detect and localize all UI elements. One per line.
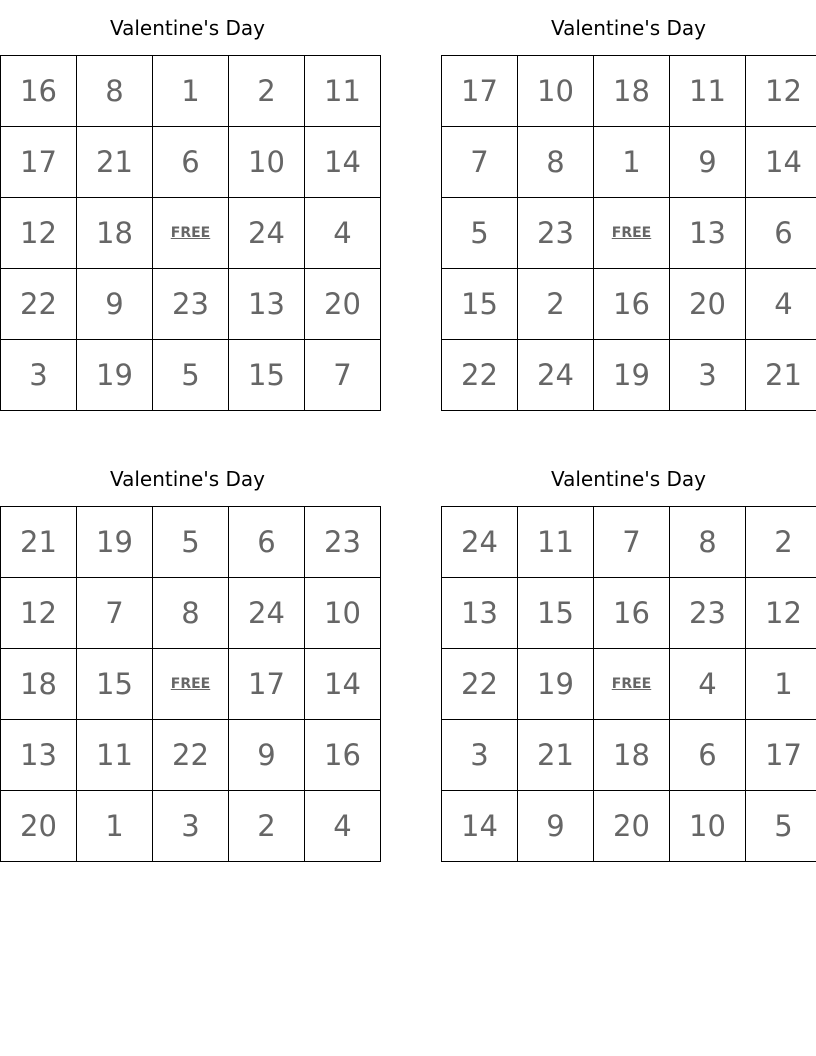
- bingo-cell: 14: [746, 127, 816, 198]
- card-title: Valentine's Day: [550, 16, 707, 40]
- bingo-cell: 24: [229, 578, 305, 649]
- bingo-cell: 14: [305, 127, 381, 198]
- bingo-cell: 8: [77, 56, 153, 127]
- card-title: Valentine's Day: [109, 16, 266, 40]
- bingo-cell: 23: [305, 507, 381, 578]
- bingo-cell: 13: [1, 720, 77, 791]
- bingo-cell: 20: [594, 791, 670, 862]
- card-title: Valentine's Day: [109, 467, 266, 491]
- bingo-cell: 12: [746, 578, 816, 649]
- bingo-cell: 10: [518, 56, 594, 127]
- bingo-cell: 4: [305, 198, 381, 269]
- bingo-cell: 3: [153, 791, 229, 862]
- bingo-grid: [0, 506, 381, 862]
- bingo-cell: 18: [1, 649, 77, 720]
- bingo-cell: 22: [1, 269, 77, 340]
- bingo-cell: 12: [746, 56, 816, 127]
- bingo-cell: 22: [442, 649, 518, 720]
- bingo-cell: 11: [77, 720, 153, 791]
- bingo-cell: 10: [229, 127, 305, 198]
- bingo-cell: 20: [1, 791, 77, 862]
- bingo-cell: 9: [518, 791, 594, 862]
- bingo-cell: 2: [229, 791, 305, 862]
- bingo-cell: 21: [77, 127, 153, 198]
- free-space: FREE: [153, 649, 229, 720]
- bingo-cell: 6: [670, 720, 746, 791]
- bingo-cell: 10: [305, 578, 381, 649]
- bingo-cell: 8: [153, 578, 229, 649]
- free-space: FREE: [153, 198, 229, 269]
- bingo-cell: 13: [670, 198, 746, 269]
- bingo-cell: 10: [670, 791, 746, 862]
- bingo-cell: 23: [518, 198, 594, 269]
- bingo-cell: 2: [746, 507, 816, 578]
- free-space: FREE: [594, 649, 670, 720]
- bingo-cell: 24: [229, 198, 305, 269]
- bingo-cell: 3: [1, 340, 77, 411]
- bingo-cell: 6: [746, 198, 816, 269]
- bingo-cell: 7: [442, 127, 518, 198]
- bingo-cell: 3: [670, 340, 746, 411]
- bingo-cell: 20: [670, 269, 746, 340]
- bingo-cell: 1: [77, 791, 153, 862]
- bingo-cell: 1: [153, 56, 229, 127]
- bingo-grid: [441, 55, 816, 411]
- bingo-cell: 14: [305, 649, 381, 720]
- bingo-cell: 13: [442, 578, 518, 649]
- bingo-cell: 19: [77, 507, 153, 578]
- bingo-cell: 11: [305, 56, 381, 127]
- bingo-cell: 18: [77, 198, 153, 269]
- bingo-cell: 2: [518, 269, 594, 340]
- bingo-cell: 23: [153, 269, 229, 340]
- bingo-cell: 21: [746, 340, 816, 411]
- bingo-grid: [0, 55, 381, 411]
- bingo-cell: 13: [229, 269, 305, 340]
- bingo-cell: 15: [77, 649, 153, 720]
- bingo-cell: 21: [518, 720, 594, 791]
- bingo-cell: 19: [594, 340, 670, 411]
- bingo-cell: 21: [1, 507, 77, 578]
- bingo-cell: 23: [670, 578, 746, 649]
- bingo-cell: 15: [442, 269, 518, 340]
- bingo-cell: 18: [594, 720, 670, 791]
- bingo-cell: 8: [518, 127, 594, 198]
- bingo-cell: 7: [77, 578, 153, 649]
- bingo-cell: 19: [77, 340, 153, 411]
- bingo-cell: 16: [594, 578, 670, 649]
- bingo-cell: 11: [670, 56, 746, 127]
- bingo-cell: 6: [229, 507, 305, 578]
- bingo-cell: 15: [518, 578, 594, 649]
- bingo-cell: 4: [746, 269, 816, 340]
- bingo-cell: 16: [1, 56, 77, 127]
- bingo-cell: 2: [229, 56, 305, 127]
- bingo-cell: 11: [518, 507, 594, 578]
- bingo-cell: 14: [442, 791, 518, 862]
- bingo-cell: 15: [229, 340, 305, 411]
- bingo-cell: 8: [670, 507, 746, 578]
- bingo-cell: 22: [153, 720, 229, 791]
- bingo-cell: 1: [746, 649, 816, 720]
- bingo-cell: 5: [153, 340, 229, 411]
- bingo-cell: 17: [1, 127, 77, 198]
- free-space: FREE: [594, 198, 670, 269]
- bingo-cell: 17: [229, 649, 305, 720]
- bingo-cell: 16: [594, 269, 670, 340]
- bingo-cell: 12: [1, 578, 77, 649]
- bingo-cell: 9: [77, 269, 153, 340]
- bingo-cell: 9: [670, 127, 746, 198]
- card-title: Valentine's Day: [550, 467, 707, 491]
- bingo-cell: 24: [442, 507, 518, 578]
- bingo-cell: 6: [153, 127, 229, 198]
- bingo-cell: 16: [305, 720, 381, 791]
- bingo-cell: 17: [442, 56, 518, 127]
- bingo-cell: 17: [746, 720, 816, 791]
- bingo-cell: 12: [1, 198, 77, 269]
- bingo-cell: 5: [153, 507, 229, 578]
- bingo-grid: [441, 506, 816, 862]
- bingo-cell: 20: [305, 269, 381, 340]
- bingo-cell: 9: [229, 720, 305, 791]
- bingo-cell: 5: [442, 198, 518, 269]
- bingo-cell: 4: [305, 791, 381, 862]
- bingo-cell: 18: [594, 56, 670, 127]
- bingo-cell: 7: [305, 340, 381, 411]
- bingo-cell: 4: [670, 649, 746, 720]
- bingo-cell: 7: [594, 507, 670, 578]
- bingo-cell: 19: [518, 649, 594, 720]
- bingo-cell: 1: [594, 127, 670, 198]
- bingo-cell: 3: [442, 720, 518, 791]
- bingo-cell: 5: [746, 791, 816, 862]
- bingo-cell: 22: [442, 340, 518, 411]
- bingo-cell: 24: [518, 340, 594, 411]
